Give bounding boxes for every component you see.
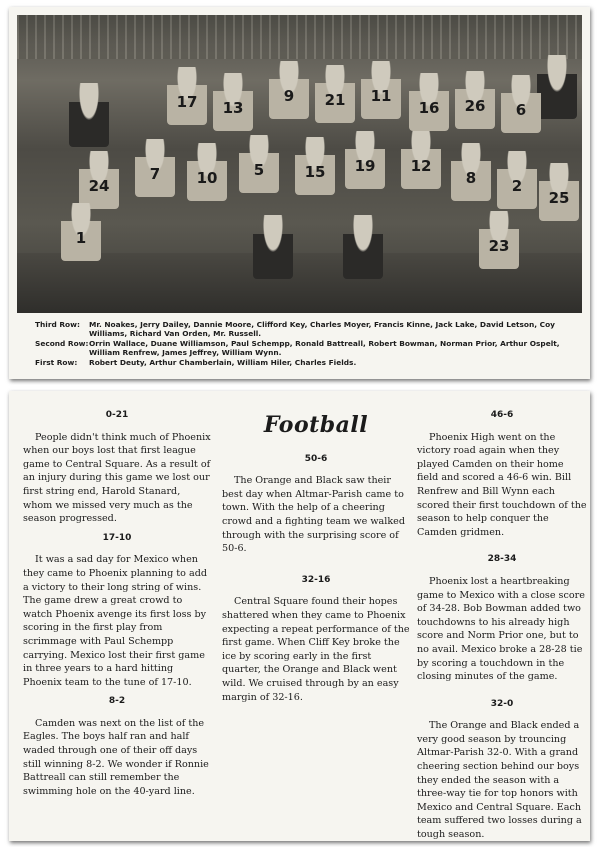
player-back-6 bbox=[409, 73, 449, 131]
jersey-number: 19 bbox=[354, 157, 376, 175]
game-summary: The Orange and Black saw their best day when Altmar-Parish came to town. With the help of a cheering crowd and a fighting team we walked through with the surprising score of 50-6. bbox=[222, 475, 405, 555]
player-middle-3 bbox=[187, 143, 227, 201]
player-middle-7 bbox=[401, 131, 441, 189]
left-column bbox=[23, 403, 211, 802]
player-back-5 bbox=[361, 61, 401, 119]
game-summary: People didn't think much of Phoenix when our boys lost that first league game to Central Square. As a result of an injury during this game we lost our first string end, Harold Stanard, whom we missed very much as the season progressed. bbox=[23, 431, 211, 525]
game-score: 8-2 bbox=[108, 696, 126, 707]
photo-page bbox=[9, 7, 590, 379]
player-front-plaid-1 bbox=[253, 215, 293, 279]
game-summary: It was a sad day for Mexico when they came to Phoenix planning to add a victory to their long string of wins. The game drew a great crowd to watch Phoenix avenge its first loss by scoring in the first play from scrimmage with Paul Schempp carrying. Mexico lost their first game in three years to a hard hitting Phoenix team to the tune of 17-10. bbox=[23, 554, 207, 688]
game-summary: Camden was next on the list of the Eagles. The boys half ran and half waded through one of their off days still winning 8-2. We wonder if Ronnie Battreall can still remember the swimming hole on the 40-yard line. bbox=[23, 717, 209, 797]
right-column bbox=[417, 403, 587, 846]
game-score: 46-6 bbox=[490, 410, 514, 420]
jersey-number: 6 bbox=[515, 101, 527, 119]
player-middle-6 bbox=[345, 131, 385, 189]
player-back-8 bbox=[501, 75, 541, 133]
player-front-1 bbox=[61, 203, 101, 261]
caption-label: Third Row: bbox=[35, 320, 80, 329]
jersey-number: 24 bbox=[88, 177, 110, 195]
caption-names: Mr. Noakes, Jerry Dailey, Dannie Moore, Clifford Key, Charles Moyer, Francis Kinne, Jack Lake, David Letson, Coy Williams, Richard Van Orden, Mr. Russell. bbox=[89, 320, 555, 339]
player-middle-8 bbox=[451, 143, 491, 201]
caption-row bbox=[35, 339, 583, 358]
photo-caption bbox=[35, 320, 583, 367]
section-heading: Football bbox=[263, 412, 369, 438]
game-score: 32-0 bbox=[490, 698, 514, 709]
caption-label: First Row: bbox=[35, 357, 78, 367]
player-back-2 bbox=[213, 73, 253, 131]
player-front-plaid-2 bbox=[343, 215, 383, 279]
jersey-number: 1 bbox=[75, 229, 87, 247]
middle-column bbox=[222, 403, 410, 708]
article-page bbox=[9, 391, 590, 841]
game-summary: Phoenix High went on the victory road again when they played Camden on their home field and scored a 46-6 win. Bill Renfrew and Bill Wynn each scored their first touchdown of the season to help conquer the Camden gridmen. bbox=[417, 431, 587, 538]
game-score: 28-34 bbox=[487, 554, 517, 565]
player-middle-1 bbox=[79, 151, 119, 209]
coach-right bbox=[537, 55, 577, 119]
player-front-2 bbox=[479, 211, 519, 269]
game-score: 0-21 bbox=[105, 410, 129, 420]
player-middle-5 bbox=[295, 137, 335, 195]
game-summary: The Orange and Black ended a very good season by trouncing Altmar-Parish 32-0. With a grand cheering section behind our boys they ended the season with a three-way tie for top honors with Mexico and Central Square. Each team suffered two losses during a tough season. bbox=[417, 720, 582, 841]
player-middle-10 bbox=[539, 163, 579, 221]
jersey-number: 9 bbox=[283, 87, 295, 105]
player-middle-2 bbox=[135, 139, 175, 197]
gym-rafters bbox=[17, 15, 582, 59]
jersey-number: 13 bbox=[222, 99, 244, 117]
jersey-number: 17 bbox=[176, 93, 198, 111]
game-score: 50-6 bbox=[304, 453, 328, 464]
jersey-number: 16 bbox=[418, 99, 440, 117]
game-score: 17-10 bbox=[102, 532, 132, 543]
jersey-number: 25 bbox=[548, 189, 570, 207]
jersey-number: 26 bbox=[464, 97, 486, 115]
player-back-4 bbox=[315, 65, 355, 123]
jersey-number: 23 bbox=[488, 237, 510, 255]
caption-names: Robert Deuty, Arthur Chamberlain, William Hiler, Charles Fields. bbox=[89, 357, 357, 367]
player-back-1 bbox=[167, 67, 207, 125]
jersey-number: 12 bbox=[410, 157, 432, 175]
game-score: 32-16 bbox=[301, 574, 331, 585]
player-middle-9 bbox=[497, 151, 537, 209]
caption-label: Second Row: bbox=[35, 338, 89, 348]
player-back-7 bbox=[455, 71, 495, 129]
player-back-3 bbox=[269, 61, 309, 119]
caption-row bbox=[35, 358, 583, 367]
jersey-number: 2 bbox=[511, 177, 523, 195]
jersey-number: 15 bbox=[304, 163, 326, 181]
caption-row bbox=[35, 320, 583, 339]
jersey-number: 11 bbox=[370, 87, 392, 105]
jersey-number: 7 bbox=[149, 165, 161, 183]
game-summary: Phoenix lost a heartbreaking game to Mexico with a close score of 34-28. Bob Bowman added two touchdowns to his already high score and Norm Prior one, but to no avail. Mexico broke a 28-28 tie by scoring a touchdown in the closing minutes of the game. bbox=[417, 575, 585, 683]
jersey-number: 8 bbox=[465, 169, 477, 187]
game-summary: Central Square found their hopes shattered when they came to Phoenix expecting a repeat performance of the first game. When Cliff Key broke the ice by scoring early in the first quarter, the Orange and Black went wild. We cruised through by an easy margin of 32-16. bbox=[222, 596, 410, 703]
team-photo bbox=[17, 15, 582, 313]
player-middle-4 bbox=[239, 135, 279, 193]
jersey-number: 5 bbox=[253, 161, 265, 179]
jersey-number: 21 bbox=[324, 91, 346, 109]
caption-names: Orrin Wallace, Duane Williamson, Paul Schempp, Ronald Battreall, Robert Bowman, Norman Prior, Arthur Ospelt, William Renfrew, James Jeffrey, William Wynn. bbox=[89, 338, 560, 358]
jersey-number: 10 bbox=[196, 169, 218, 187]
coach-left bbox=[69, 83, 109, 147]
